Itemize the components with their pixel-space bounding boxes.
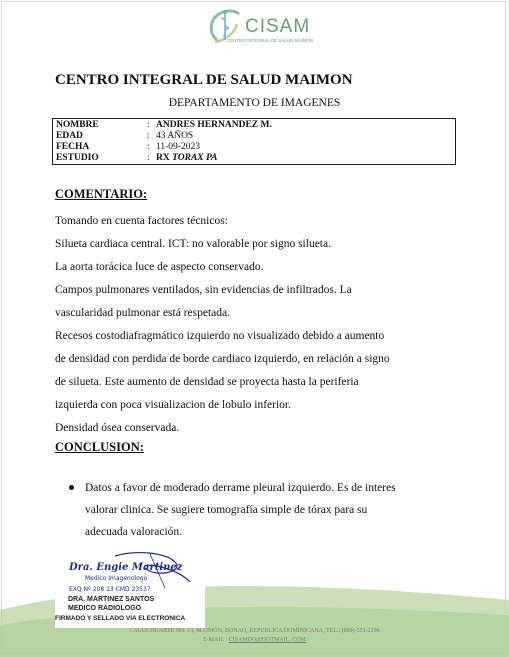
study-type: RX xyxy=(156,153,173,163)
logo-tagline: CENTRO INTEGRAL DE SALUD MAIMON xyxy=(227,38,314,43)
cisam-logo xyxy=(205,6,320,50)
info-label: ESTUDIO xyxy=(56,153,99,163)
footer-email-line xyxy=(0,637,509,643)
info-row-date xyxy=(56,142,455,153)
info-separator: : xyxy=(147,120,150,130)
conclusion-line: Datos a favor de moderado derrame pleural izquierdo. Es de interes xyxy=(85,482,396,494)
svg-text:Medico Imagenologo: Medico Imagenologo xyxy=(85,575,148,582)
study-value xyxy=(156,153,217,164)
info-label: EDAD xyxy=(56,131,83,141)
comment-body xyxy=(55,210,390,440)
comment-line: vascularidad pulmonar está respetada. xyxy=(55,307,230,319)
comment-line: izquierda con poca visualizacion de lobulo inferior. xyxy=(55,399,291,411)
comment-line: La aorta torácica luce de aspecto conservado. xyxy=(55,261,264,273)
info-label: NOMBRE xyxy=(56,120,99,130)
department-title: DEPARTAMENTO DE IMAGENES xyxy=(168,97,341,109)
comment-line: Silueta cardiaca central. ICT: no valorable por signo silueta. xyxy=(55,238,331,250)
conclusion-body xyxy=(85,477,396,543)
email-label: E-MAIL : xyxy=(203,637,229,643)
comment-line: de densidad con perdida de borde cardiaco izquierdo, en relación a signo xyxy=(55,353,390,365)
info-separator: : xyxy=(147,142,150,152)
info-row-name xyxy=(56,120,455,131)
conclusion-line: valorar clinica. Se sugiere tomografía simple de tórax para su xyxy=(85,504,368,516)
comment-line: Campos pulmonares ventilados, sin evidencias de infiltrados. La xyxy=(55,284,352,296)
email-link[interactable]: CISAMDO@HOTMAIL .COM xyxy=(228,637,306,643)
conclusion-line: adecuada valoración. xyxy=(85,526,183,538)
patient-info-box xyxy=(52,118,456,165)
page-title: CENTRO INTEGRAL DE SALUD MAIMON xyxy=(55,72,353,88)
doctor-name-line: DRA. MARTINEZ SANTOS xyxy=(68,596,155,603)
comment-line: Densidad ósea conservada. xyxy=(55,422,180,434)
doctor-name xyxy=(68,595,154,613)
info-separator: : xyxy=(147,131,150,141)
info-label: FECHA xyxy=(56,142,90,152)
info-row-study xyxy=(56,153,455,164)
comment-line: Recesos costodiafragmático izquierdo no visualizado debido a aumento xyxy=(55,330,385,342)
bullet-icon xyxy=(68,481,77,497)
comment-heading: COMENTARIO: xyxy=(55,187,148,201)
patient-name-value: ANDRES HERNANDEZ M. xyxy=(156,120,272,130)
study-date-value: 11-09-2023 xyxy=(156,142,200,152)
patient-age-value: 43 AÑOS xyxy=(156,131,194,141)
electronic-signature-note: FIRMADO Y SELLADO VIA ELECTRONICA xyxy=(55,615,186,622)
doctor-title-line: MEDICO RADIOLOGO xyxy=(68,605,142,612)
comment-line: Tomando en cuenta factores técnicos: xyxy=(55,215,228,227)
svg-text:EXQ Nº 208 13 CMD 23537: EXQ Nº 208 13 CMD 23537 xyxy=(69,586,151,593)
info-row-age xyxy=(56,131,455,142)
comment-line: de silueta. Este aumento de densidad se proyecta hasta la periferia xyxy=(55,376,359,388)
svg-text:Dra. Engie Martinez: Dra. Engie Martinez xyxy=(69,562,183,573)
info-separator: : xyxy=(147,153,150,163)
study-region: TORAX PA xyxy=(172,153,218,163)
footer-address: CALLE DUARTE NO. 13, MAIMÓN, BONAO, REPUBLICA DOMINICANA, TEL.: (809)-551-2196 xyxy=(129,628,380,634)
conclusion-heading: CONCLUSION: xyxy=(55,440,144,454)
logo-wordmark: CISAM xyxy=(245,16,311,37)
